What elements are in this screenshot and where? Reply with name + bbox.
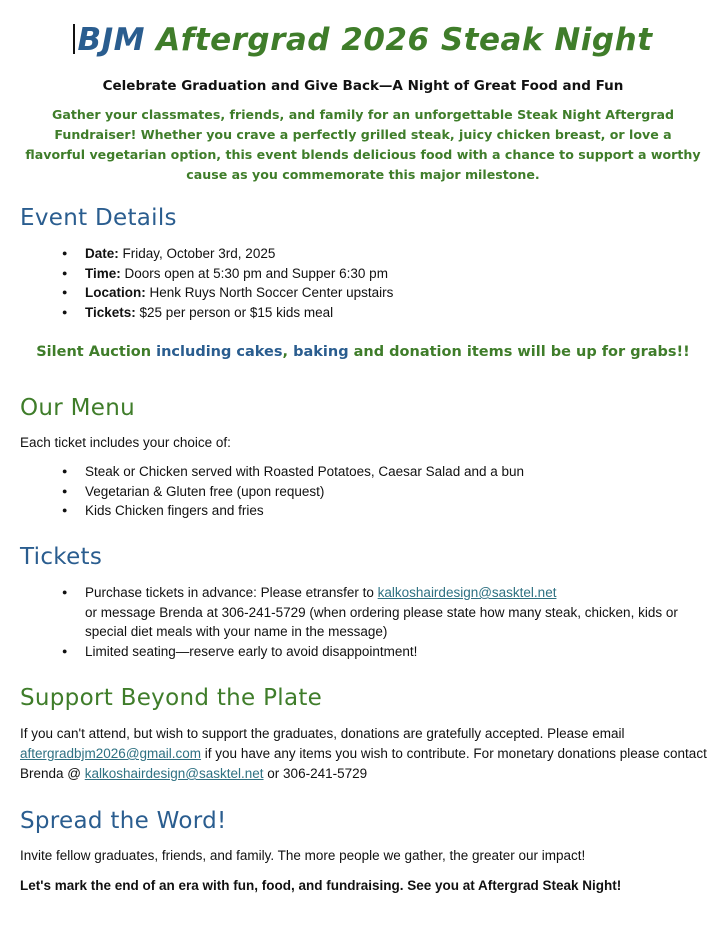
event-location-item: [62, 283, 712, 303]
donation-email-link[interactable]: aftergradbjm2026@gmail.com: [20, 746, 202, 761]
event-location-label: Location:: [85, 285, 146, 300]
support-heading: Support Beyond the Plate: [20, 685, 323, 711]
tickets-purchase-item: [62, 583, 712, 642]
event-tickets-item: [62, 303, 712, 323]
auction-part: donation items will be up for grabs!!: [389, 344, 690, 360]
brenda-email-link[interactable]: kalkoshairdesign@sasktel.net: [84, 766, 264, 781]
tickets-purchase-text: Purchase tickets in advance: Please etransfer to: [85, 585, 378, 600]
menu-item: ● Kids Chicken fingers and fries: [62, 501, 712, 521]
spread-word-text: Invite fellow graduates, friends, and family. The more people we gather, the greater our impact!: [20, 848, 586, 863]
event-time-item: [62, 264, 712, 284]
spread-word-heading: Spread the Word!: [20, 808, 227, 834]
support-text: if you have any items you wish to contribute. For monetary donations please contact Brenda @: [20, 746, 707, 781]
auction-part: Silent Auction: [36, 344, 157, 360]
subtitle: Celebrate Graduation and Give Back—A Night of Great Food and Fun: [102, 78, 624, 94]
title-part-1: BJM: [77, 22, 145, 58]
silent-auction-note: [0, 344, 726, 360]
tickets-purchase-details: or message Brenda at 306-241-5729 (when ordering please state how many steak, chicken, kids or special diet meals with your name in the message): [85, 604, 678, 639]
menu-item: ● Vegetarian & Gluten free (upon request): [62, 482, 712, 502]
event-tickets-label: Tickets:: [85, 304, 136, 320]
tickets-list: [62, 583, 712, 661]
support-paragraph: [20, 724, 710, 784]
etransfer-email-link[interactable]: kalkoshairdesign@sasktel.net: [377, 585, 557, 600]
intro-paragraph: Gather your classmates, friends, and family for an unforgettable Steak Night Aftergrad Fundraiser! Whether you crave a perfectly grilled steak, juicy chicken breast, or love a flavorful vegetarian option, this event blends delicious food with a chance to support a worthy cause as you commemorate this major milestone.: [25, 107, 701, 182]
event-time-label: Time:: [85, 265, 121, 281]
menu-intro: Each ticket includes your choice of:: [20, 435, 231, 450]
event-location-value: Henk Ruys North Soccer Center upstairs: [145, 285, 394, 300]
tickets-seating-item: ● Limited seating—reserve early to avoid disappointment!: [62, 642, 712, 662]
menu-heading: Our Menu: [20, 395, 135, 421]
menu-list: [62, 462, 712, 521]
text-cursor: [73, 24, 75, 54]
auction-part: and: [348, 344, 390, 360]
event-date-item: [62, 244, 712, 264]
event-date-label: Date:: [85, 246, 119, 261]
event-date-value: Friday, October 3rd, 2025: [118, 246, 276, 261]
support-text: or 306-241-5729: [263, 766, 368, 781]
closing-line: Let's mark the end of an era with fun, food, and fundraising. See you at Aftergrad Steak Night!: [20, 878, 622, 893]
auction-part: ,: [282, 344, 294, 360]
tickets-heading: Tickets: [20, 544, 103, 570]
event-tickets-value: $25 per person or $15 kids meal: [135, 304, 334, 320]
event-time-value: Doors open at 5:30 pm and Supper 6:30 pm: [120, 265, 388, 281]
event-details-heading: Event Details: [20, 205, 177, 231]
support-text: If you can't attend, but wish to support the graduates, donations are gratefully accepted. Please email: [20, 726, 625, 741]
title-part-2: Aftergrad 2026 Steak Night: [156, 22, 653, 58]
page-title: [0, 22, 726, 58]
auction-part: including cakes: [156, 344, 283, 360]
event-details-list: [62, 244, 712, 322]
auction-part: baking: [293, 344, 349, 360]
menu-item: ● Steak or Chicken served with Roasted Potatoes, Caesar Salad and a bun: [62, 462, 712, 482]
